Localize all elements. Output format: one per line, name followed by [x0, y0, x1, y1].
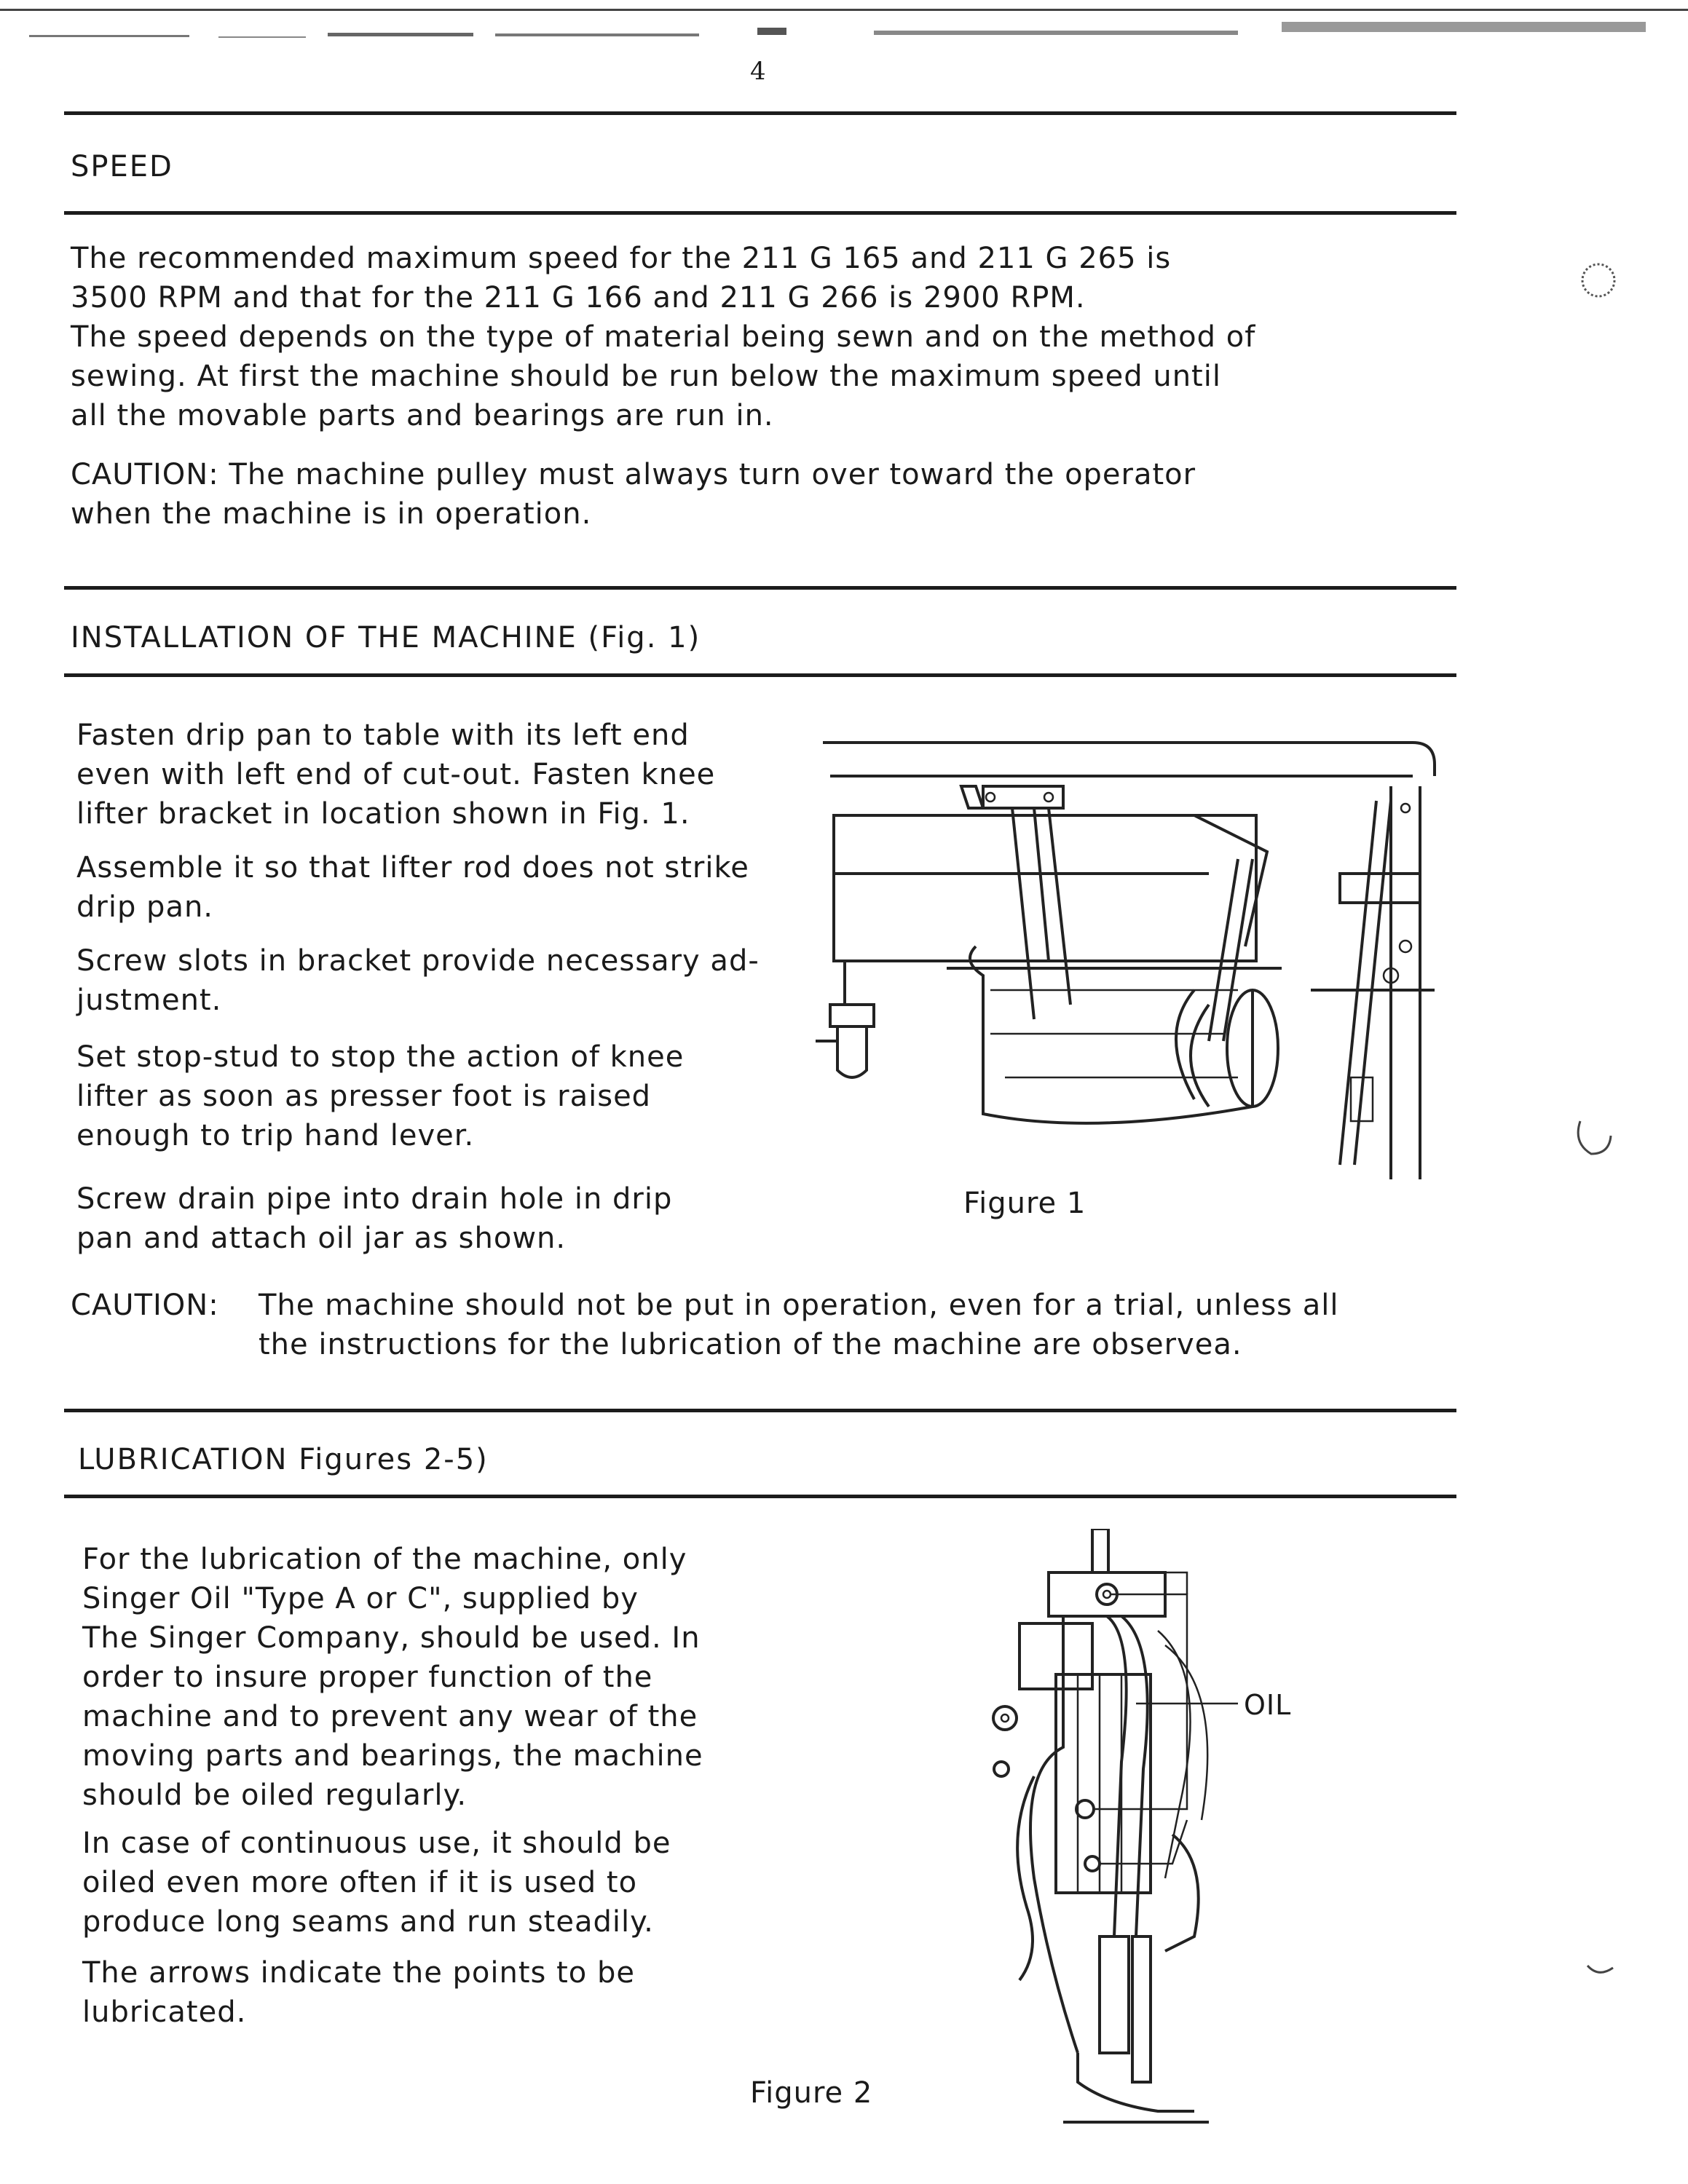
installation-paragraph: Assemble it so that lifter rod does not strike drip pan. [76, 851, 749, 924]
section-rule [64, 673, 1456, 677]
section-heading-lubrication: LUBRICATION Figures 2-5) [78, 1443, 489, 1476]
section-rule [64, 111, 1456, 115]
installation-caution-text: The machine should not be put in operation, even for a trial, unless all the instructions for the lubrication of the machine are observea. [259, 1289, 1339, 1361]
speed-caution: CAUTION: The machine pulley must always turn over toward the operator when the machine is in operation. [71, 458, 1196, 531]
installation-caution-label: CAUTION: [71, 1289, 219, 1322]
page-number: 4 [750, 57, 766, 86]
section-heading-installation: INSTALLATION OF THE MACHINE (Fig. 1) [71, 621, 701, 654]
binding-hole-mark [1580, 1940, 1617, 1984]
binding-hole-mark [1573, 1110, 1617, 1161]
section-rule [64, 1409, 1456, 1412]
section-rule [64, 211, 1456, 215]
installation-paragraph: Set stop-stud to stop the action of knee lifter as soon as presser foot is raised enough to trip hand lever. [76, 1040, 685, 1152]
oil-label: OIL [1244, 1689, 1292, 1721]
installation-paragraph: Screw slots in bracket provide necessary ad- justment. [76, 944, 760, 1017]
installation-paragraph: Fasten drip pan to table with its left end even with left end of cut-out. Fasten knee lifter bracket in location shown in Fig. 1. [76, 719, 716, 831]
speed-body: The recommended maximum speed for the 211 G 165 and 211 G 265 is 3500 RPM and that for the 211 G 166 and 211 G 266 is 2900 RPM. The speed depends on the type of material being sewn and on the method of sewing. At first the machine should be run below the maximum speed until all the movable parts and bearings are run in. [71, 242, 1256, 432]
figure-1-caption: Figure 1 [963, 1187, 1086, 1220]
section-rule [64, 586, 1456, 590]
section-rule [64, 1495, 1456, 1498]
lubrication-paragraph: The arrows indicate the points to be lubricated. [82, 1956, 635, 2029]
lubrication-paragraph: For the lubrication of the machine, only Singer Oil "Type A or C", supplied by The Singer Company, should be used. In order to insure proper function of the machine and to prevent any wear of the moving parts and bearings, the machine should be oiled regularly. [82, 1543, 703, 1812]
installation-paragraph: Screw drain pipe into drain hole in drip pan and attach oil jar as shown. [76, 1182, 673, 1255]
section-heading-speed: SPEED [71, 150, 173, 183]
figure-2-caption: Figure 2 [750, 2076, 873, 2110]
figure-1-illustration [816, 728, 1442, 1179]
binding-hole-mark [1577, 258, 1620, 302]
lubrication-paragraph: In case of continuous use, it should be oiled even more often if it is used to produce long seams and run steadily. [82, 1827, 671, 1939]
scan-noise-top [0, 0, 1688, 51]
figure-2-illustration [990, 1529, 1282, 2133]
